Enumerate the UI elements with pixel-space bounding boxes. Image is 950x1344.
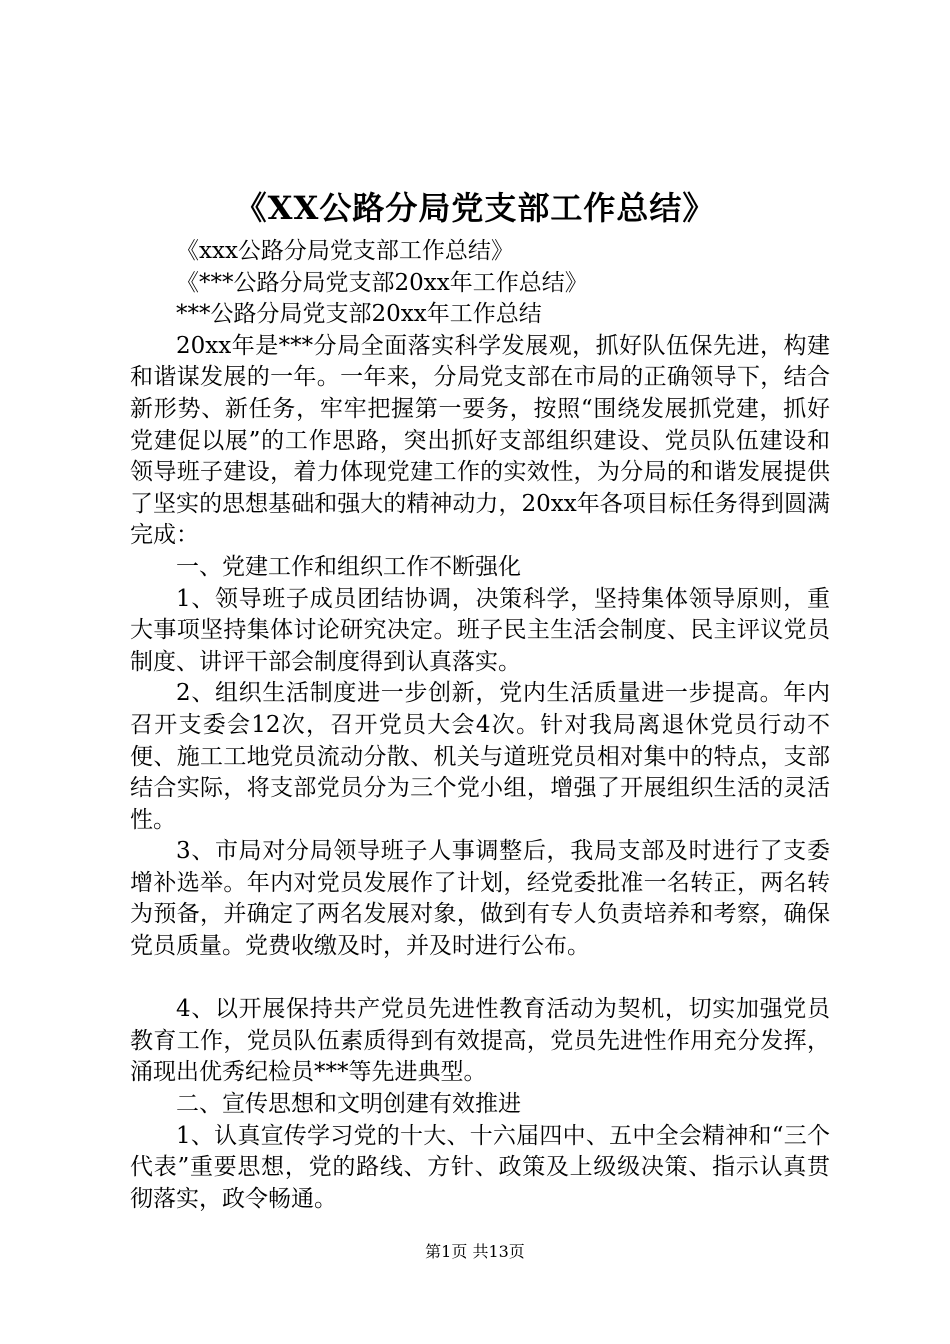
paragraph-item-1-3: 3、市局对分局领导班子人事调整后，我局支部及时进行了支委增补选举。年内对党员发展作了计划，经党委批准一名转正，两名转为预备，并确定了两名发展对象，做到有专人负责培养和考察，确保党员质量。党费收缴及时，并及时进行公布。 <box>130 838 830 960</box>
document-title: 《XX公路分局党支部工作总结》 <box>234 189 716 227</box>
paragraph-subtitle-3: ***公路分局党支部20xx年工作总结 <box>176 301 542 328</box>
document-body <box>130 236 830 1215</box>
paragraph-item-1-1: 1、领导班子成员团结协调，决策科学，坚持集体领导原则，重大事项坚持集体讨论研究决定。班子民主生活会制度、民主评议党员制度、讲评干部会制度得到认真落实。 <box>130 585 830 675</box>
section-heading-1: 一、党建工作和组织工作不断强化 <box>176 553 521 580</box>
paragraph-item-2-1: 1、认真宣传学习党的十大、十六届四中、五中全会精神和“三个代表”重要思想，党的路线、方针、政策及上级级决策、指示认真贯彻落实，政令畅通。 <box>130 1122 830 1212</box>
paragraph-subtitle-2: 《***公路分局党支部20xx年工作总结》 <box>176 269 588 296</box>
section-heading-2: 二、宣传思想和文明创建有效推进 <box>176 1091 521 1118</box>
paragraph-subtitle-1: 《xxx公路分局党支部工作总结》 <box>176 238 514 264</box>
page-footer: 第1页 共13页 <box>425 1242 525 1261</box>
paragraph-intro: 20xx年是***分局全面落实科学发展观，抓好队伍保先进，构建和谐谋发展的一年。一年来，分局党支部在市局的正确领导下，结合新形势、新任务，牢牢把握第一要务，按照“围绕发展抓党建，抓好党建促以展”的工作思路，突出抓好支部组织建设、党员队伍建设和领导班子建设，着力体现党建工作的实效性，为分局的和谐发展提供了坚实的思想基础和强大的精神动力，20xx年各项目标任务得到圆满完成： <box>130 332 830 549</box>
paragraph-item-1-4: 4、以开展保持共产党员先进性教育活动为契机，切实加强党员教育工作，党员队伍素质得到有效提高，党员先进性作用充分发挥，涌现出优秀纪检员***等先进典型。 <box>130 996 830 1086</box>
paragraph-item-1-2: 2、组织生活制度进一步创新，党内生活质量进一步提高。年内召开支委会12次，召开党员大会4次。针对我局离退休党员行动不便、施工工地党员流动分散、机关与道班党员相对集中的特点，支部结合实际，将支部党员分为三个党小组，增强了开展组织生活的灵活性。 <box>130 680 830 833</box>
